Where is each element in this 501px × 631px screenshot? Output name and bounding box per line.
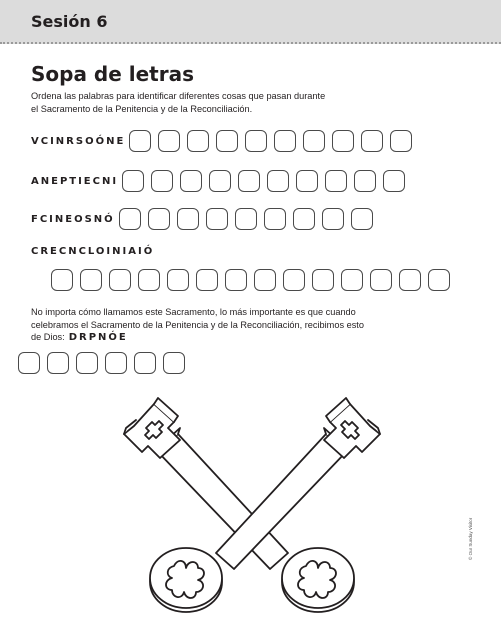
letter-box[interactable] xyxy=(296,170,318,192)
letter-box[interactable] xyxy=(245,130,267,152)
letter-box[interactable] xyxy=(76,352,98,374)
header-dotted-rule xyxy=(0,42,501,44)
letter-box[interactable] xyxy=(109,269,131,291)
letter-box[interactable] xyxy=(129,130,151,152)
letter-box[interactable] xyxy=(206,208,228,230)
letter-box[interactable] xyxy=(216,130,238,152)
letter-box[interactable] xyxy=(264,208,286,230)
letter-box[interactable] xyxy=(370,269,392,291)
scrambled-word-3: FCINEOSNÓ xyxy=(31,213,115,225)
letter-box[interactable] xyxy=(354,170,376,192)
letter-box[interactable] xyxy=(151,170,173,192)
letter-box[interactable] xyxy=(47,352,69,374)
letter-box[interactable] xyxy=(225,269,247,291)
letter-box[interactable] xyxy=(383,170,405,192)
puzzle-row-2 xyxy=(31,170,405,192)
letter-box[interactable] xyxy=(177,208,199,230)
letter-box[interactable] xyxy=(180,170,202,192)
session-header xyxy=(0,0,501,44)
answer-boxes-1 xyxy=(129,130,412,152)
letter-box[interactable] xyxy=(303,130,325,152)
letter-box[interactable] xyxy=(105,352,127,374)
scrambled-word-final: DRPNÓE xyxy=(68,332,128,343)
letter-box[interactable] xyxy=(267,170,289,192)
letter-box[interactable] xyxy=(80,269,102,291)
letter-box[interactable] xyxy=(322,208,344,230)
letter-box[interactable] xyxy=(351,208,373,230)
letter-box[interactable] xyxy=(119,208,141,230)
instructions-text: Ordena las palabras para identificar diferentes cosas que pasan durante el Sacramento de la Penitencia y de la Reconciliación. xyxy=(31,91,326,114)
letter-box[interactable] xyxy=(341,269,363,291)
answer-boxes-4 xyxy=(51,269,450,291)
scrambled-word-2: ANEPTIECNI xyxy=(31,175,119,187)
letter-box[interactable] xyxy=(187,130,209,152)
letter-box[interactable] xyxy=(399,269,421,291)
puzzle-row-3 xyxy=(31,208,373,230)
scrambled-word-4: CRECNCLOINIAIÓ xyxy=(31,246,155,257)
letter-box[interactable] xyxy=(163,352,185,374)
answer-boxes-final xyxy=(18,352,185,374)
letter-box[interactable] xyxy=(167,269,189,291)
puzzle-row-1 xyxy=(31,130,412,152)
letter-box[interactable] xyxy=(158,130,180,152)
letter-box[interactable] xyxy=(274,130,296,152)
closing-text-block xyxy=(31,306,376,345)
letter-box[interactable] xyxy=(209,170,231,192)
letter-box[interactable] xyxy=(293,208,315,230)
letter-box[interactable] xyxy=(428,269,450,291)
letter-box[interactable] xyxy=(325,170,347,192)
answer-boxes-2 xyxy=(122,170,405,192)
answer-boxes-3 xyxy=(119,208,373,230)
letter-box[interactable] xyxy=(390,130,412,152)
letter-box[interactable] xyxy=(312,269,334,291)
letter-box[interactable] xyxy=(196,269,218,291)
letter-box[interactable] xyxy=(51,269,73,291)
letter-box[interactable] xyxy=(138,269,160,291)
letter-box[interactable] xyxy=(238,170,260,192)
letter-box[interactable] xyxy=(134,352,156,374)
letter-box[interactable] xyxy=(122,170,144,192)
letter-box[interactable] xyxy=(254,269,276,291)
closing-text: No importa cómo llamamos este Sacramento, lo más importante es que cuando celebramos el Sacramento de la Penitencia y de la Reconciliación, recibimos esto de Dios: xyxy=(31,307,364,342)
copyright-notice: © Our Sunday Visitor xyxy=(468,517,473,560)
scrambled-word-1: VCINRSOÓNE xyxy=(31,135,126,147)
letter-box[interactable] xyxy=(148,208,170,230)
letter-box[interactable] xyxy=(332,130,354,152)
crossed-keys-illustration xyxy=(118,386,386,618)
session-title: Sesión 6 xyxy=(31,12,108,31)
letter-box[interactable] xyxy=(18,352,40,374)
letter-box[interactable] xyxy=(361,130,383,152)
page-title: Sopa de letras xyxy=(31,62,195,86)
letter-box[interactable] xyxy=(283,269,305,291)
letter-box[interactable] xyxy=(235,208,257,230)
puzzle-row-final xyxy=(18,352,185,374)
puzzle-row-4 xyxy=(51,269,450,291)
